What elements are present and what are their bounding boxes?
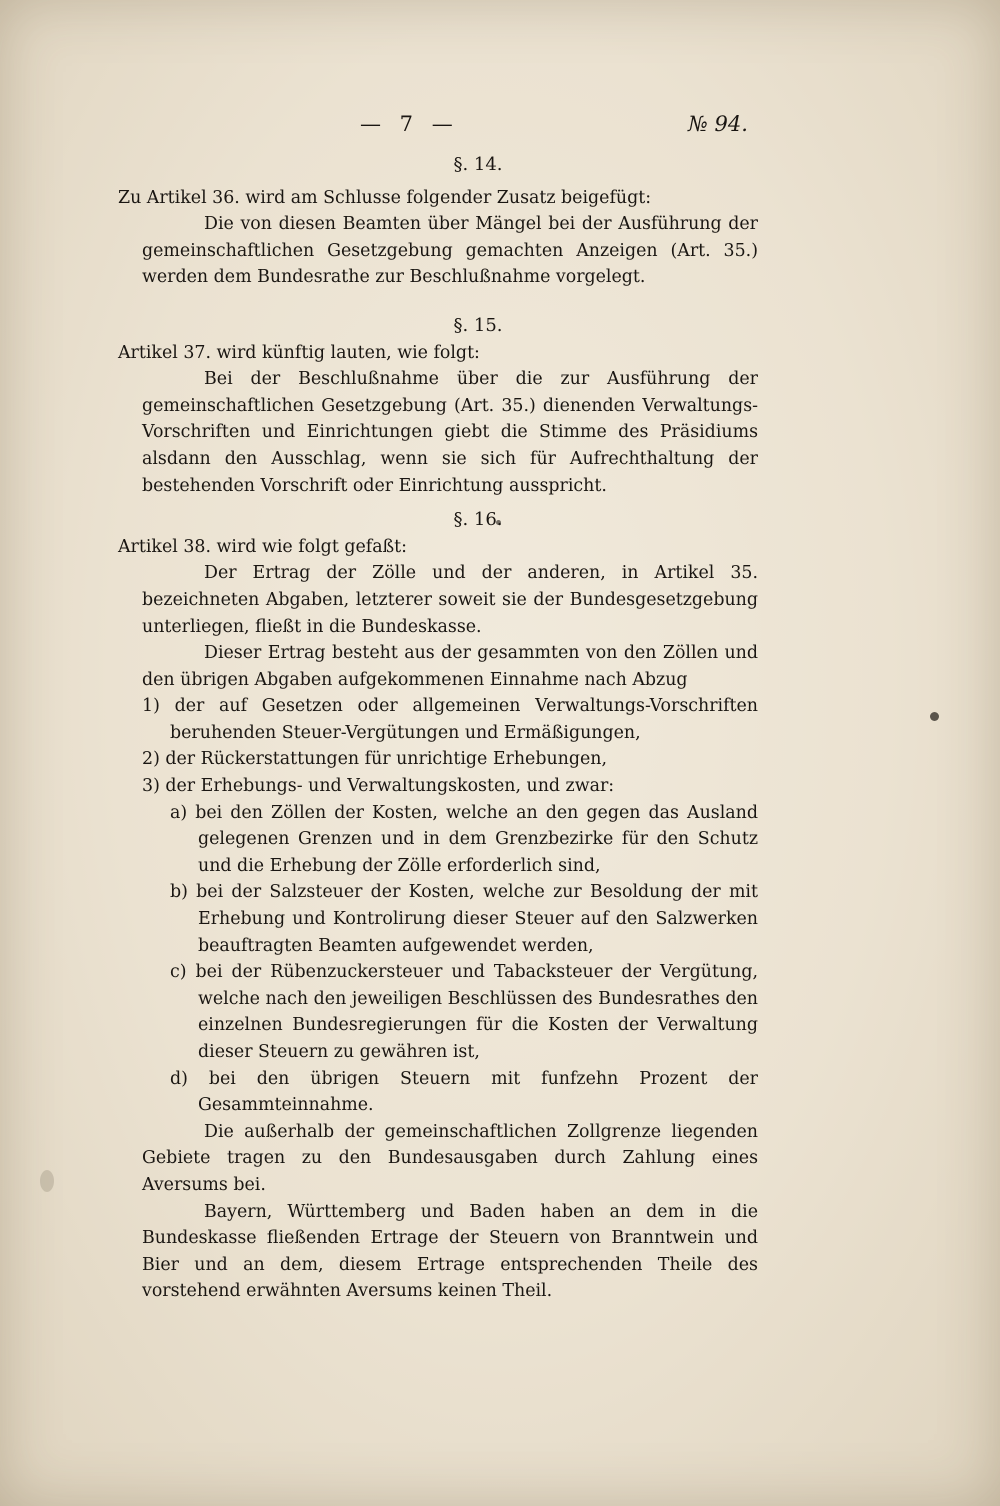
cost-item-c: c) bei der Rübenzuckersteuer und Tabacksteuer der Vergütung, welche nach den jeweiligen Beschlüssen des Bundesrathes den einzelnen Bundesregierungen für die Kosten der Verwaltung dieser Steuern zu gewähren ist, [170, 962, 758, 1062]
section-15-lead: Artikel 37. wird künftig lauten, wie folgt: [118, 342, 480, 363]
section-heading-15: §. 15. [453, 314, 503, 336]
page-number: — 7 — [360, 112, 459, 136]
deduction-item-1: 1) der auf Gesetzen oder allgemeinen Verwaltungs-Vorschriften beruhenden Steuer-Vergütungen und Ermäßigungen, [142, 696, 758, 743]
cost-item-b: b) bei der Salzsteuer der Kosten, welche zur Besoldung der mit Erhebung und Kontrolirung dieser Steuer auf den Salzwerken beauftragten Beamten aufgewendet werden, [170, 882, 758, 956]
section-16-para-1: Der Ertrag der Zölle und der anderen, in Artikel 35. bezeichneten Abgaben, letzterer soweit sie der Bundesgesetzgebung unterliegen, fließt in die Bundeskasse. [142, 563, 758, 637]
issue-number: № 94. [688, 112, 748, 136]
section-16-para-4: Bayern, Württemberg und Baden haben an dem in die Bundeskasse fließenden Ertrage der Steuern von Branntwein und Bier und an dem, diesem Ertrage entsprechenden Theile des vorstehend erwähnten Aversums keinen Theil. [142, 1201, 758, 1302]
section-14-body: Die von diesen Beamten über Mängel bei der Ausführung der gemeinschaftlichen Gesetzgebung gemachten Anzeigen (Art. 35.) werden dem Bundesrathe zur Beschlußnahme vorgelegt. [142, 214, 758, 288]
section-16-para-2: Dieser Ertrag besteht aus der gesammten von den Zöllen und den übrigen Abgaben aufgekommenen Einnahme nach Abzug [142, 643, 758, 690]
section-heading-14: §. 14. [453, 154, 503, 175]
cost-item-a: a) bei den Zöllen der Kosten, welche an den gegen das Ausland gelegenen Grenzen und in dem Grenzbezirke für den Schutz und die Erhebung der Zölle erforderlich sind, [170, 802, 758, 876]
page-header [0, 112, 1000, 146]
section-16-para-3: Die außerhalb der gemeinschaftlichen Zollgrenze liegenden Gebiete tragen zu den Bundesausgaben durch Zahlung eines Aversums bei. [142, 1121, 758, 1195]
paper-stain [930, 712, 939, 721]
section-16-lead: Artikel 38. wird wie folgt gefaßt: [118, 536, 408, 557]
cost-item-d: d) bei den übrigen Steuern mit funfzehn Prozent der Gesammteinnahme. [170, 1068, 758, 1116]
section-14-lead: Zu Artikel 36. wird am Schlusse folgender Zusatz beigefügt: [118, 187, 652, 208]
paper-stain [40, 1170, 54, 1192]
section-heading-16: §. 16. [453, 509, 503, 531]
deduction-item-3: 3) der Erhebungs- und Verwaltungskosten, und zwar: [142, 776, 615, 797]
section-15-body: Bei der Beschlußnahme über die zur Ausführung der gemeinschaftlichen Gesetzgebung (Art. 35.) dienenden Verwaltungs-Vorschriften und Einrichtungen giebt die Stimme des Präsidiums alsdann den Ausschlag, wenn sie sich für Aufrechthaltung der bestehenden Vorschrift oder Einrichtung ausspricht. [142, 369, 758, 496]
document-body [118, 150, 758, 1305]
deduction-item-2: 2) der Rückerstattungen für unrichtige Erhebungen, [142, 749, 608, 770]
